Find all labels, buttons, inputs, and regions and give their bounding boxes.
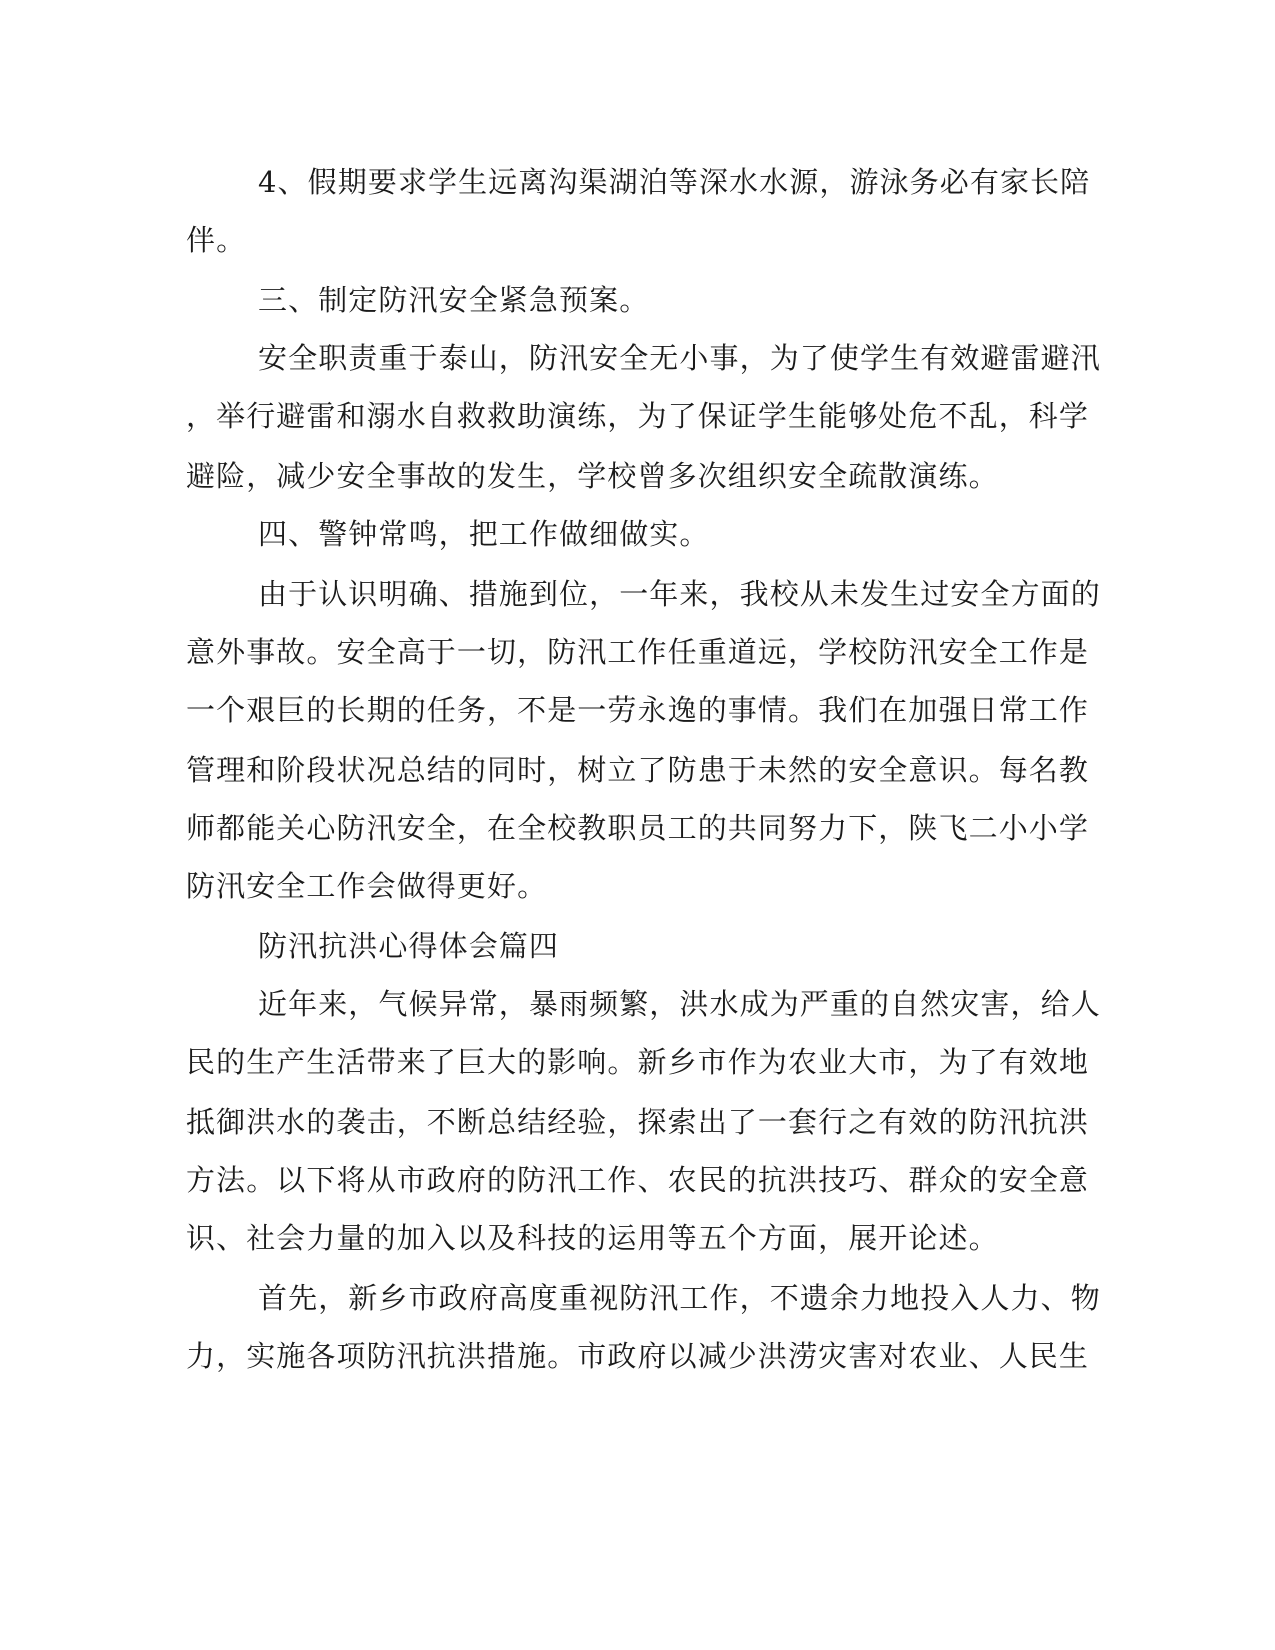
text-line: 一个艰巨的长期的任务，不是一劳永逸的事情。我们在加强日常工作 [186, 693, 1090, 727]
text-line: 方法。以下将从市政府的防汛工作、农民的抗洪技巧、群众的安全意 [186, 1163, 1090, 1197]
text-line: 师都能关心防汛安全，在全校教职员工的共同努力下，陕飞二小小学 [186, 811, 1090, 845]
text-line: 意外事故。安全高于一切，防汛工作任重道远，学校防汛安全工作是 [186, 635, 1090, 669]
text-line: 抵御洪水的袭击，不断总结经验，探索出了一套行之有效的防汛抗洪 [186, 1105, 1090, 1139]
section-heading: 三、制定防汛安全紧急预案。 [258, 283, 650, 317]
text-line: 4、假期要求学生远离沟渠湖泊等深水水源，游泳务必有家长陪 [258, 165, 1091, 199]
article-heading: 防汛抗洪心得体会篇四 [258, 929, 560, 963]
text-line: 防汛安全工作会做得更好。 [186, 869, 548, 903]
text-line: ，举行避雷和溺水自救救助演练，为了保证学生能够处危不乱，科学 [186, 399, 1090, 433]
section-heading: 四、警钟常鸣，把工作做细做实。 [258, 517, 710, 551]
text-line: 安全职责重于泰山，防汛安全无小事，为了使学生有效避雷避汛 [258, 341, 1101, 375]
text-line: 识、社会力量的加入以及科技的运用等五个方面，展开论述。 [186, 1221, 999, 1255]
text-line: 首先，新乡市政府高度重视防汛工作，不遗余力地投入人力、物 [258, 1281, 1101, 1315]
text-line: 避险，减少安全事故的发生，学校曾多次组织安全疏散演练。 [186, 459, 999, 493]
text-line: 民的生产生活带来了巨大的影响。新乡市作为农业大市，为了有效地 [186, 1045, 1090, 1079]
text-line: 管理和阶段状况总结的同时，树立了防患于未然的安全意识。每名教 [186, 753, 1090, 787]
text-line: 由于认识明确、措施到位，一年来，我校从未发生过安全方面的 [258, 577, 1101, 611]
text-line: 近年来，气候异常，暴雨频繁，洪水成为严重的自然灾害，给人 [258, 987, 1101, 1021]
text-line: 伴。 [186, 223, 247, 257]
text-line: 力，实施各项防汛抗洪措施。市政府以减少洪涝灾害对农业、人民生 [186, 1339, 1090, 1373]
